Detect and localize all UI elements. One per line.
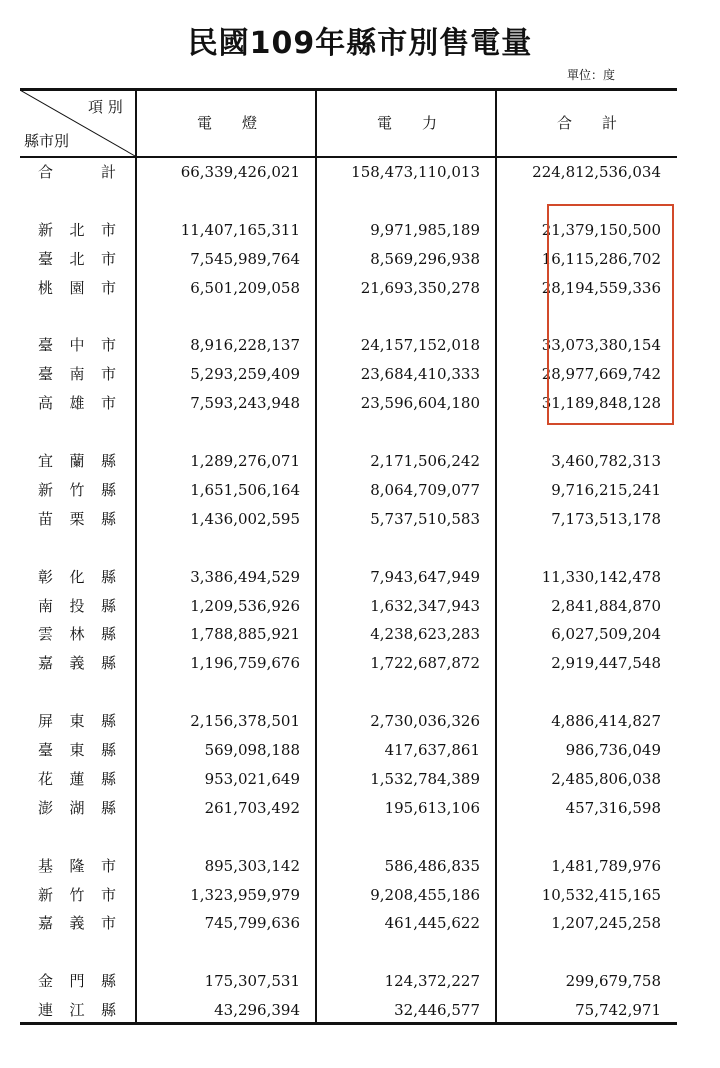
- county-name: 苗栗縣: [38, 509, 116, 528]
- power-value: 23,684,410,333: [360, 365, 480, 384]
- total-value: 2,919,447,548: [551, 654, 661, 673]
- lighting-value: 2,156,378,501: [190, 712, 300, 731]
- sales-table: [20, 88, 677, 1025]
- table-row: [20, 909, 677, 937]
- county-name: 南投縣: [38, 596, 116, 615]
- power-value: 9,208,455,186: [370, 885, 480, 904]
- county-name: 新竹縣: [38, 480, 116, 499]
- header-col-power: 電 力: [376, 114, 437, 132]
- lighting-value: 1,289,276,071: [190, 452, 300, 470]
- total-value: 11,330,142,478: [541, 567, 661, 586]
- header-col-total: 合 計: [556, 114, 617, 132]
- power-value: 2,171,506,242: [370, 452, 480, 470]
- table-row: [20, 967, 677, 995]
- lighting-value: 175,307,531: [204, 972, 300, 991]
- lighting-value: 261,703,492: [204, 798, 300, 817]
- total-value: 7,173,513,178: [551, 509, 661, 528]
- table-row: [20, 794, 677, 822]
- header-item-label: 項 別: [88, 98, 123, 116]
- county-name: 澎湖縣: [38, 798, 116, 817]
- total-value: 6,027,509,204: [551, 625, 661, 644]
- lighting-value: 1,209,536,926: [190, 596, 300, 615]
- total-value: 3,460,782,313: [551, 452, 661, 470]
- table-row: [20, 649, 677, 677]
- table-row: [20, 852, 677, 880]
- total-value: 31,189,848,128: [541, 394, 661, 413]
- total-value: 10,532,415,165: [541, 885, 661, 904]
- header-col-lighting: 電 燈: [196, 114, 257, 132]
- power-value: 417,637,861: [384, 741, 480, 759]
- lighting-value: 5,293,259,409: [190, 365, 300, 384]
- lighting-value: 1,788,885,921: [190, 625, 300, 644]
- table-row: [20, 563, 677, 591]
- lighting-value: 66,339,426,021: [180, 163, 300, 181]
- power-value: 1,632,347,943: [370, 596, 480, 615]
- total-value: 16,115,286,702: [541, 249, 661, 268]
- total-value: 1,481,789,976: [551, 856, 661, 875]
- lighting-value: 953,021,649: [204, 769, 300, 788]
- county-name: 宜蘭縣: [38, 452, 116, 470]
- lighting-value: 3,386,494,529: [190, 567, 300, 586]
- power-value: 124,372,227: [384, 972, 480, 991]
- lighting-value: 1,196,759,676: [190, 654, 300, 673]
- power-value: 461,445,622: [384, 914, 480, 933]
- total-value: 9,716,215,241: [551, 480, 661, 499]
- county-name: 花蓮縣: [38, 769, 116, 788]
- lighting-value: 7,593,243,948: [190, 394, 300, 413]
- power-value: 158,473,110,013: [351, 163, 480, 181]
- total-value: 2,485,806,038: [551, 769, 661, 788]
- county-name: 嘉義縣: [38, 654, 116, 673]
- total-value: 28,977,669,742: [541, 365, 661, 384]
- table-row: [20, 592, 677, 620]
- county-name: 新北市: [38, 220, 116, 239]
- power-value: 195,613,106: [384, 798, 480, 817]
- lighting-value: 8,916,228,137: [190, 336, 300, 355]
- table-row: [20, 505, 677, 533]
- county-name: 彰化縣: [38, 567, 116, 586]
- lighting-value: 1,651,506,164: [190, 480, 300, 499]
- table-row: [20, 765, 677, 793]
- lighting-value: 895,303,142: [204, 856, 300, 875]
- total-value: 224,812,536,034: [532, 163, 661, 181]
- lighting-value: 11,407,165,311: [180, 220, 300, 239]
- table-row: [20, 158, 677, 186]
- total-value: 21,379,150,500: [541, 220, 661, 239]
- total-value: 457,316,598: [565, 798, 661, 817]
- lighting-value: 745,799,636: [204, 914, 300, 933]
- total-value: 299,679,758: [565, 972, 661, 991]
- county-name: 基隆市: [38, 856, 116, 875]
- power-value: 586,486,835: [384, 856, 480, 875]
- power-value: 24,157,152,018: [360, 336, 480, 355]
- power-value: 21,693,350,278: [360, 278, 480, 297]
- table-row: [20, 996, 677, 1024]
- table-row: [20, 447, 677, 475]
- lighting-value: 7,545,989,764: [190, 249, 300, 268]
- total-value: 4,886,414,827: [551, 712, 661, 731]
- county-name: 金門縣: [38, 972, 116, 991]
- power-value: 8,569,296,938: [370, 249, 480, 268]
- power-value: 5,737,510,583: [370, 509, 480, 528]
- county-name: 高雄市: [38, 394, 116, 413]
- lighting-value: 1,323,959,979: [190, 885, 300, 904]
- county-name: 屏東縣: [38, 712, 116, 731]
- county-name: 臺南市: [38, 365, 116, 384]
- county-name: 合計: [38, 163, 116, 181]
- power-value: 9,971,985,189: [370, 220, 480, 239]
- county-name: 臺北市: [38, 249, 116, 268]
- power-value: 23,596,604,180: [360, 394, 480, 413]
- county-name: 臺東縣: [38, 741, 116, 759]
- lighting-value: 43,296,394: [214, 1001, 300, 1020]
- power-value: 1,532,784,389: [370, 769, 480, 788]
- total-value: 986,736,049: [565, 741, 661, 759]
- power-value: 1,722,687,872: [370, 654, 480, 673]
- power-value: 32,446,577: [394, 1001, 480, 1020]
- total-value: 2,841,884,870: [551, 596, 661, 615]
- total-value: 28,194,559,336: [541, 278, 661, 297]
- power-value: 4,238,623,283: [370, 625, 480, 644]
- page-title: 民國109年縣市別售電量: [187, 26, 533, 61]
- total-value: 33,073,380,154: [541, 336, 661, 355]
- county-name: 新竹市: [38, 885, 116, 904]
- lighting-value: 569,098,188: [204, 741, 300, 759]
- county-name: 桃園市: [38, 278, 116, 297]
- table-row: [20, 707, 677, 735]
- table-row: [20, 476, 677, 504]
- total-value: 1,207,245,258: [551, 914, 661, 933]
- county-name: 臺中市: [38, 336, 116, 355]
- table-row: [20, 736, 677, 764]
- power-value: 7,943,647,949: [370, 567, 480, 586]
- lighting-value: 6,501,209,058: [190, 278, 300, 297]
- unit-label: 單位：度: [566, 68, 615, 82]
- table-row: [20, 881, 677, 909]
- county-name: 嘉義市: [38, 914, 116, 933]
- county-name: 雲林縣: [38, 625, 116, 644]
- power-value: 8,064,709,077: [370, 480, 480, 499]
- power-value: 2,730,036,326: [370, 712, 480, 731]
- header-county-label: 縣市別: [24, 132, 70, 150]
- lighting-value: 1,436,002,595: [190, 509, 300, 528]
- total-value: 75,742,971: [575, 1001, 661, 1020]
- table-row: [20, 620, 677, 648]
- highlight-box: [547, 204, 674, 425]
- county-name: 連江縣: [38, 1001, 116, 1020]
